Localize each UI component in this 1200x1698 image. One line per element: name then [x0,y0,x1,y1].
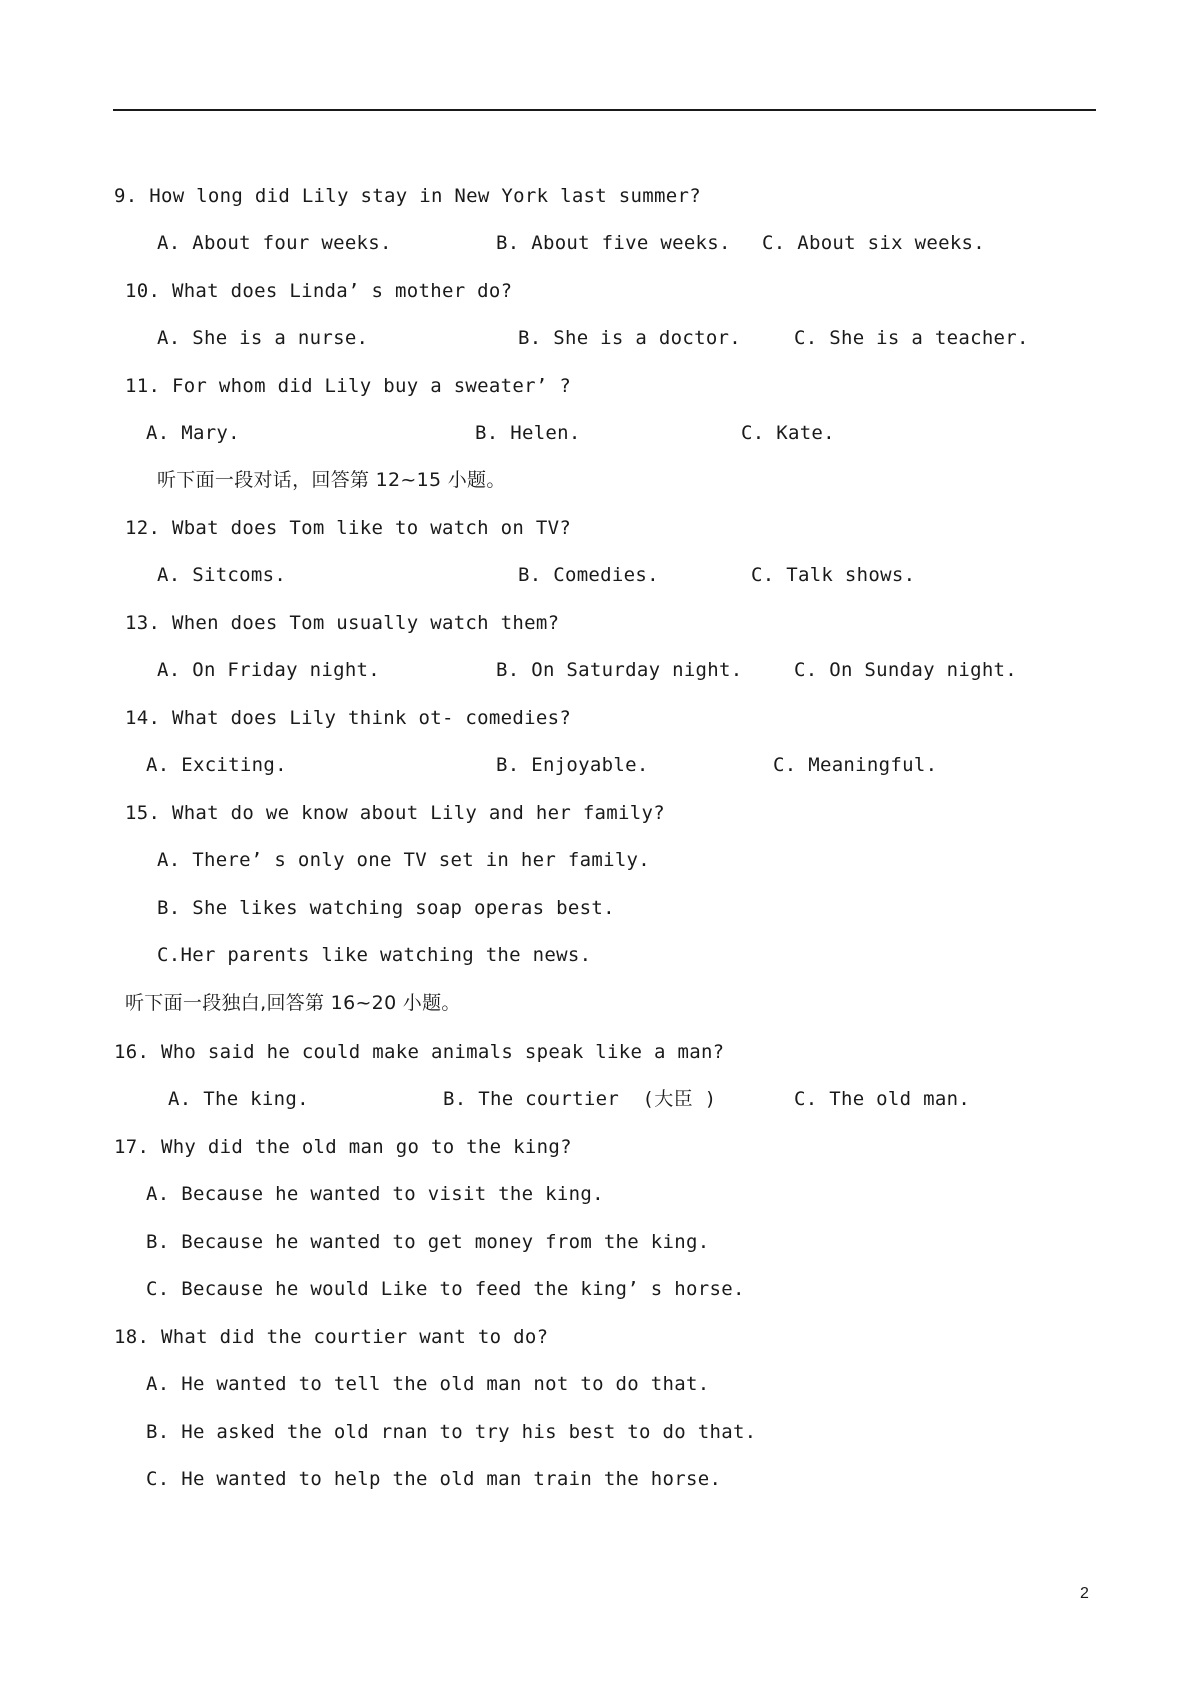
question-11-option-b: B. Helen. [475,422,581,444]
question-14-option-b: B. Enjoyable. [496,754,649,776]
page-number: 2 [1080,1585,1089,1602]
question-12-option-c: C. Talk shows. [751,564,916,586]
question-14-option-a: A. Exciting. [146,754,287,776]
section-instruction-16-20: 听下面一段独白,回答第 16~20 小题。 [125,992,461,1014]
question-13-stem: 13. When does Tom usually watch them? [125,612,560,634]
question-11-option-a: A. Mary. [146,422,240,444]
question-12-option-b: B. Comedies. [518,564,659,586]
question-10-option-c: C. She is a teacher. [794,327,1029,349]
question-14-stem: 14. What does Lily think ot- comedies? [125,707,572,729]
question-15-stem: 15. What do we know about Lily and her family? [125,802,665,824]
question-11-option-c: C. Kate. [741,422,835,444]
question-18-option-c: C. He wanted to help the old man train the horse. [146,1468,722,1490]
question-18-stem: 18. What did the courtier want to do? [114,1326,549,1348]
question-12-stem: 12. Wbat does Tom like to watch on TV? [125,517,572,539]
question-9-option-a: A. About four weeks. [157,232,392,254]
question-16-option-b: B. The courtier (大臣 ) [443,1088,717,1110]
question-15-option-c: C.Her parents like watching the news. [157,944,592,966]
question-17-option-c: C. Because he would Like to feed the king’ s horse. [146,1278,745,1300]
question-17-option-b: B. Because he wanted to get money from the king. [146,1231,710,1253]
question-10-option-a: A. She is a nurse. [157,327,369,349]
question-13-option-c: C. On Sunday night. [794,659,1018,681]
question-17-option-a: A. Because he wanted to visit the king. [146,1183,604,1205]
question-13-option-a: A. On Friday night. [157,659,381,681]
question-16-stem: 16. Who said he could make animals speak like a man? [114,1041,725,1063]
question-16-option-a: A. The king. [168,1088,309,1110]
question-18-option-a: A. He wanted to tell the old man not to do that. [146,1373,710,1395]
question-9-stem: 9. How long did Lily stay in New York last summer? [114,185,701,207]
question-15-option-b: B. She likes watching soap operas best. [157,897,615,919]
question-14-option-c: C. Meaningful. [773,754,938,776]
question-9-option-b: B. About five weeks. [496,232,731,254]
question-17-stem: 17. Why did the old man go to the king? [114,1136,572,1158]
question-11-stem: 11. For whom did Lily buy a sweater’ ? [125,375,572,397]
question-12-option-a: A. Sitcoms. [157,564,287,586]
question-16-option-c: C. The old man. [794,1088,971,1110]
question-13-option-b: B. On Saturday night. [496,659,743,681]
header-rule [113,109,1096,111]
question-10-option-b: B. She is a doctor. [518,327,742,349]
section-instruction-12-15: 听下面一段对话，回答第 12~15 小题。 [157,469,506,491]
question-15-option-a: A. There’ s only one TV set in her family. [157,849,651,871]
question-10-stem: 10. What does Linda’ s mother do? [125,280,513,302]
question-18-option-b: B. He asked the old rnan to try his best to do that. [146,1421,757,1443]
question-9-option-c: C. About six weeks. [762,232,986,254]
